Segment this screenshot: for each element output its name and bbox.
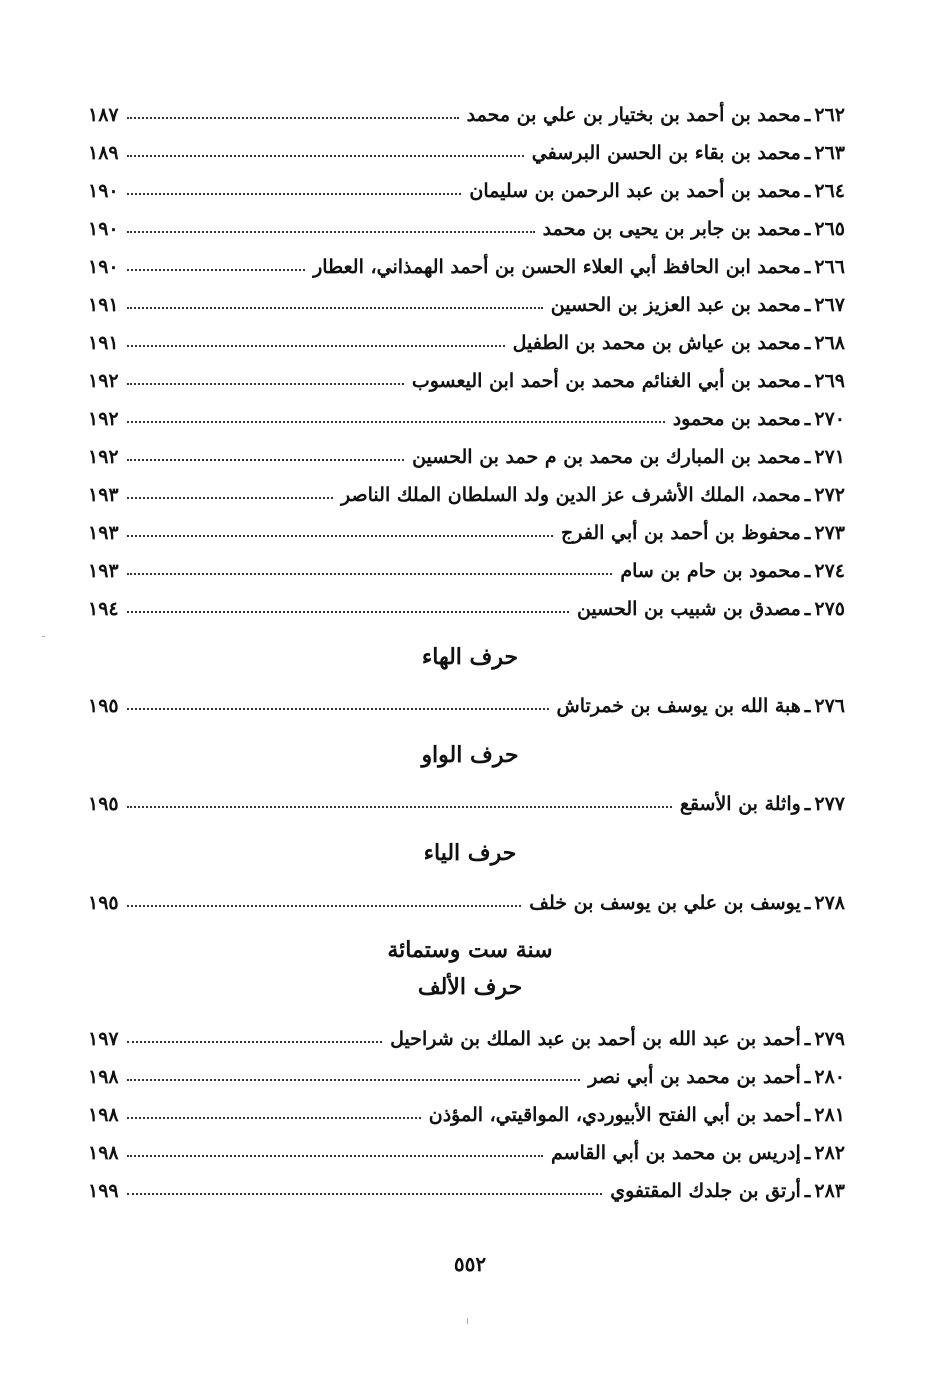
entry-separator: ـ <box>804 408 811 430</box>
index-entry <box>88 510 845 544</box>
entry-name: محمد بن أحمد بن بختيار بن علي بن محمد <box>466 104 801 126</box>
leader-dots <box>127 904 522 907</box>
entry-name: أحمد بن محمد بن أبي نصر <box>588 1066 801 1088</box>
entry-number: ٢٧٨ <box>814 892 845 914</box>
leader-dots <box>127 496 333 499</box>
index-entry <box>88 244 845 278</box>
entry-name: محمد ابن الحافظ أبي العلاء الحسن بن أحمد الهمذاني، العطار <box>313 256 801 278</box>
entry-name: محمد بن بقاء بن الحسن البرسفي <box>531 142 801 164</box>
leader-dots <box>127 805 672 808</box>
index-entry <box>88 683 845 717</box>
entry-name: محمد بن عبد العزيز بن الحسين <box>550 294 801 316</box>
section-heading: حرف الياء <box>423 840 517 866</box>
scan-speck <box>467 1318 468 1324</box>
entry-name: محمد بن عياش بن محمد بن الطفيل <box>512 332 801 354</box>
entry-page: ١٩٢ <box>88 408 119 430</box>
entry-page: ١٩٨ <box>88 1066 119 1088</box>
entry-separator: ـ <box>804 484 811 506</box>
leader-dots <box>127 306 543 309</box>
entry-name: محمد بن محمود <box>672 408 801 430</box>
entry-number: ٢٧٧ <box>814 793 845 815</box>
entry-page: ١٩٧ <box>88 1028 119 1050</box>
entry-separator: ـ <box>804 1028 811 1050</box>
entry-page: ١٩٠ <box>88 180 119 202</box>
entry-separator: ـ <box>804 560 811 582</box>
index-entry <box>88 1168 845 1202</box>
section-heading: حرف الواو <box>421 742 519 768</box>
section-heading: حرف الألف <box>417 974 523 1000</box>
entry-number: ٢٨٠ <box>814 1066 845 1088</box>
entry-number: ٢٧٠ <box>814 408 845 430</box>
entry-page: ١٨٩ <box>88 142 119 164</box>
entry-name: محمود بن حام بن سام <box>620 560 801 582</box>
entry-name: إدريس بن محمد بن أبي القاسم <box>550 1142 801 1164</box>
index-entry <box>88 586 845 620</box>
leader-dots <box>127 1116 421 1119</box>
entry-separator: ـ <box>804 892 811 914</box>
index-entry <box>88 1130 845 1164</box>
entry-page: ١٩٥ <box>88 793 119 815</box>
entry-separator: ـ <box>804 695 811 717</box>
index-entry <box>88 781 845 815</box>
entry-page: ١٩٨ <box>88 1142 119 1164</box>
entry-separator: ـ <box>804 1104 811 1126</box>
entry-page: ١٩٢ <box>88 446 119 468</box>
entry-number: ٢٦٢ <box>814 104 845 126</box>
leader-dots <box>127 707 549 710</box>
leader-dots <box>127 572 613 575</box>
entry-page: ١٩١ <box>88 294 119 316</box>
leader-dots <box>127 420 665 423</box>
entry-name: واثلة بن الأسقع <box>679 793 801 815</box>
entry-page: ١٩٩ <box>88 1180 119 1202</box>
leader-dots <box>127 1078 581 1081</box>
entry-number: ٢٧٥ <box>814 598 845 620</box>
entry-number: ٢٧٢ <box>814 484 845 506</box>
leader-dots <box>127 154 524 157</box>
entry-name: محفوظ بن أحمد بن أبي الفرج <box>560 522 801 544</box>
entry-name: أحمد بن أبي الفتح الأبيوردي، المواقيتي، المؤذن <box>428 1104 801 1126</box>
entry-separator: ـ <box>804 142 811 164</box>
entry-page: ١٩٣ <box>88 484 119 506</box>
entry-number: ٢٨٢ <box>814 1142 845 1164</box>
leader-dots <box>127 534 553 537</box>
entry-separator: ـ <box>804 522 811 544</box>
entry-separator: ـ <box>804 104 811 126</box>
leader-dots <box>127 344 505 347</box>
index-entry <box>88 472 845 506</box>
entry-name: محمد بن جابر بن يحيى بن محمد <box>542 218 801 240</box>
index-entry <box>88 1054 845 1088</box>
entry-number: ٢٧٤ <box>814 560 845 582</box>
index-entry <box>88 548 845 582</box>
entry-number: ٢٦٥ <box>814 218 845 240</box>
entry-number: ٢٦٧ <box>814 294 845 316</box>
entry-number: ٢٧١ <box>814 446 845 468</box>
entry-number: ٢٨١ <box>814 1104 845 1126</box>
entry-separator: ـ <box>804 256 811 278</box>
leader-dots <box>127 268 305 271</box>
index-entry <box>88 880 845 914</box>
entry-separator: ـ <box>804 218 811 240</box>
index-entry <box>88 168 845 202</box>
entry-separator: ـ <box>804 793 811 815</box>
entry-number: ٢٦٦ <box>814 256 845 278</box>
entry-page: ١٩٥ <box>88 695 119 717</box>
leader-dots <box>127 116 459 119</box>
year-heading: سنة ست وستمائة <box>387 937 553 963</box>
index-entry <box>88 1092 845 1126</box>
section-heading: حرف الهاء <box>421 644 519 670</box>
entry-page: ١٩٥ <box>88 892 119 914</box>
leader-dots <box>127 192 462 195</box>
entry-name: هبة الله بن يوسف بن خمرتاش <box>556 695 801 717</box>
entry-name: محمد بن أحمد بن عبد الرحمن بن سليمان <box>469 180 801 202</box>
entry-separator: ـ <box>804 1142 811 1164</box>
entry-page: ١٩٠ <box>88 218 119 240</box>
entry-page: ١٩٠ <box>88 256 119 278</box>
index-entry <box>88 434 845 468</box>
index-entry <box>88 282 845 316</box>
entry-separator: ـ <box>804 598 811 620</box>
entry-page: ١٩٢ <box>88 370 119 392</box>
leader-dots <box>127 382 404 385</box>
leader-dots <box>127 230 535 233</box>
entry-page: ١٩٣ <box>88 560 119 582</box>
scan-speck <box>42 636 45 637</box>
entry-number: ٢٦٣ <box>814 142 845 164</box>
entry-separator: ـ <box>804 294 811 316</box>
entry-number: ٢٦٩ <box>814 370 845 392</box>
index-entry <box>88 320 845 354</box>
page-number: ٥٥٢ <box>453 1252 487 1276</box>
entry-page: ١٩٨ <box>88 1104 119 1126</box>
entry-name: محمد، الملك الأشرف عز الدين ولد السلطان الملك الناصر <box>341 484 801 506</box>
entry-separator: ـ <box>804 1180 811 1202</box>
leader-dots <box>127 458 404 461</box>
entry-name: أرتق بن جلدك المقتفوي <box>610 1180 801 1202</box>
entry-page: ١٩٤ <box>88 598 119 620</box>
entry-number: ٢٧٣ <box>814 522 845 544</box>
entry-name: محمد بن المبارك بن محمد بن م حمد بن الحسين <box>412 446 801 468</box>
index-entry <box>88 130 845 164</box>
leader-dots <box>127 610 569 613</box>
entry-number: ٢٦٤ <box>814 180 845 202</box>
entry-name: مصدق بن شبيب بن الحسين <box>576 598 801 620</box>
entry-separator: ـ <box>804 1066 811 1088</box>
leader-dots <box>127 1192 603 1195</box>
entry-separator: ـ <box>804 332 811 354</box>
entry-page: ١٨٧ <box>88 104 119 126</box>
leader-dots <box>127 1040 383 1043</box>
entry-separator: ـ <box>804 370 811 392</box>
entry-number: ٢٨٣ <box>814 1180 845 1202</box>
entry-page: ١٩١ <box>88 332 119 354</box>
entry-number: ٢٧٩ <box>814 1028 845 1050</box>
index-entry <box>88 206 845 240</box>
leader-dots <box>127 1154 543 1157</box>
entry-name: أحمد بن عبد الله بن أحمد بن عبد الملك بن شراحيل <box>390 1028 801 1050</box>
index-entry <box>88 396 845 430</box>
entry-name: يوسف بن علي بن يوسف بن خلف <box>529 892 801 914</box>
entry-name: محمد بن أبي الغنائم محمد بن أحمد ابن اليعسوب <box>411 370 801 392</box>
entry-number: ٢٦٨ <box>814 332 845 354</box>
entry-number: ٢٧٦ <box>814 695 845 717</box>
entry-page: ١٩٣ <box>88 522 119 544</box>
entry-separator: ـ <box>804 180 811 202</box>
index-entry <box>88 92 845 126</box>
entry-separator: ـ <box>804 446 811 468</box>
index-entry <box>88 358 845 392</box>
index-entry <box>88 1016 845 1050</box>
